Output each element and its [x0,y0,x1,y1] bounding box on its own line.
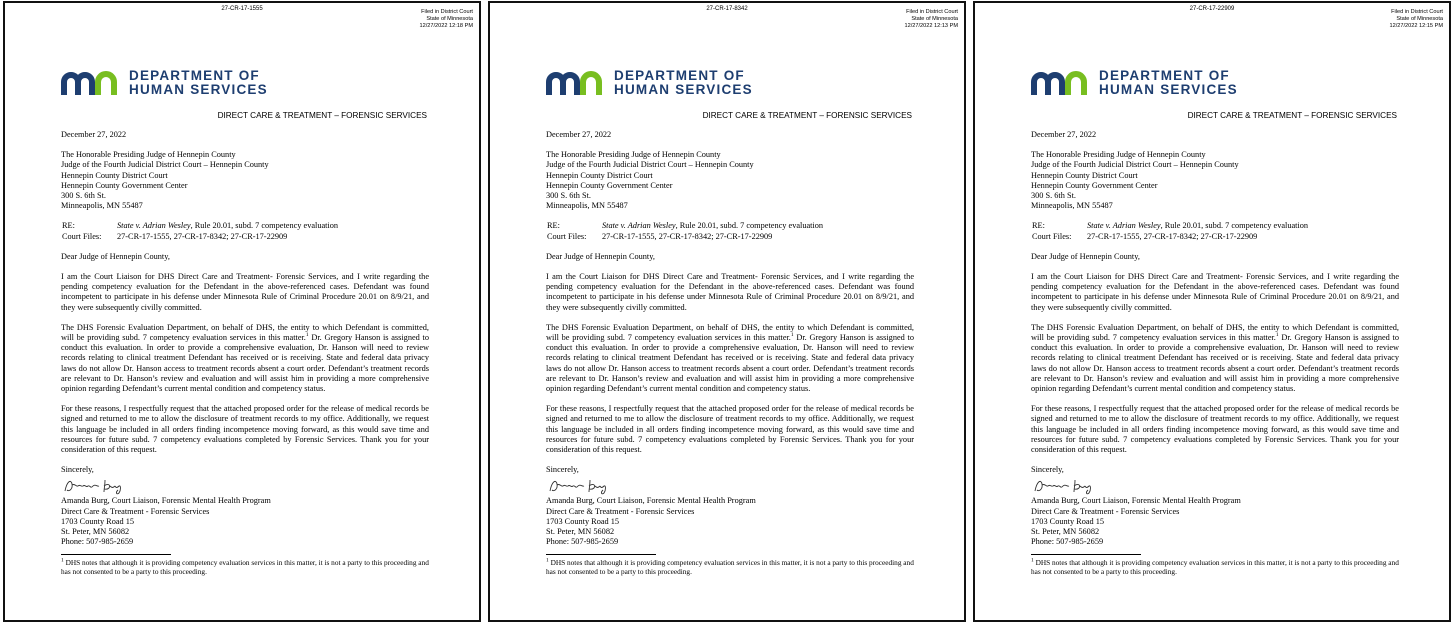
signature-block [546,496,914,547]
filed-line-2: State of Minnesota [1396,16,1443,23]
signer-line: Direct Care & Treatment - Forensic Services [1031,506,1180,516]
paragraph-2 [546,323,914,394]
addressee-line: Hennepin County District Court [61,170,168,180]
paragraph-3: For these reasons, I respectfully request that the attached proposed order for the release of medical records be signed and returned to me to allow the disclosure of treatment records to my office. Additionally, we request this language be included in all orders finding incompetence moving forward, as this would save time and resources for future subd. 7 competency evaluations completed by Forensic Services. Thank you for your consideration of this request. [546,404,914,455]
footnote-ref: 1 [1275,332,1279,339]
closing: Sincerely, [1031,465,1064,475]
re-rule: , Rule 20.01, subd. 7 competency evaluation [675,221,824,231]
paragraph-2b: Dr. Gregory Hanson is assigned to conduct this evaluation. In order to provide a comprehensive evaluation, Dr. Hanson will need to review records relating to clinical treatment Defendant has received or is receiving. State and federal data privacy laws do not allow Dr. Hanson access to treatment records absent a court order. Defendant’s treatment records are relevant to Dr. Hanson’s review and evaluation and will assist him in providing a more comprehensive opinion regarding Defendant’s current mental condition and competency status. [61,333,429,394]
paragraph-3: For these reasons, I respectfully request that the attached proposed order for the release of medical records be signed and returned to me to allow the disclosure of treatment records to my office. Additionally, we request this language be included in all orders finding incompetence moving forward, as this would save time and resources for future subd. 7 competency evaluations completed by Forensic Services. Thank you for your consideration of this request. [1031,404,1399,455]
filed-line-1: Filed in District Court [906,9,958,15]
footnote-mark: 1 [61,557,64,564]
addressee-line: 300 S. 6th St. [546,191,591,201]
division-header: DIRECT CARE & TREATMENT – FORENSIC SERVICES [702,111,912,120]
court-files-label: Court Files: [62,231,102,241]
dhs-logo [61,69,281,97]
re-subject [1087,221,1308,231]
filed-line-1: Filed in District Court [1391,9,1443,15]
re-subject [117,221,338,231]
filed-timestamp: 12/27/2022 12:15 PM [1389,23,1443,30]
case-number-header: 27-CR-17-8342 [706,6,748,12]
addressee-line: Hennepin County Government Center [61,180,188,190]
addressee-line: Minneapolis, MN 55487 [61,201,143,211]
department-name [1099,69,1238,97]
footnote-mark: 1 [546,557,549,564]
department-name [129,69,268,97]
court-files-label: Court Files: [547,231,587,241]
addressee-block [546,150,914,211]
footnote-mark: 1 [1031,557,1034,564]
paragraph-1: I am the Court Liaison for DHS Direct Care and Treatment- Forensic Services, and I write regarding the pending competency evaluation for the Defendant in the above-referenced cases. Defendant was found incompetent to participate in his defense under Minnesota Rule of Criminal Procedure 20.01 on 8/9/21, and they were subsequently civilly committed. [546,272,914,312]
case-number-header: 27-CR-17-1555 [221,6,263,12]
division-header: DIRECT CARE & TREATMENT – FORENSIC SERVICES [1187,111,1397,120]
re-label: RE: [62,221,75,231]
re-case-name: State v. Adrian Wesley [1087,221,1161,231]
addressee-line: Judge of the Fourth Judicial District Court – Hennepin County [61,160,269,170]
mn-logo-icon [546,71,608,97]
footnote-divider [61,554,171,555]
signature-image [61,475,141,495]
filing-stamp [905,9,959,31]
paragraph-2b: Dr. Gregory Hanson is assigned to conduct this evaluation. In order to provide a comprehensive evaluation, Dr. Hanson will need to review records relating to clinical treatment Defendant has received or is receiving. State and federal data privacy laws do not allow Dr. Hanson access to treatment records absent a court order. Defendant’s treatment records are relevant to Dr. Hanson’s review and evaluation and will assist him in providing a more comprehensive opinion regarding Defendant’s current mental condition and competency status. [1031,333,1399,394]
letter-date: December 27, 2022 [546,130,612,139]
letter-body [546,130,914,576]
re-case-name: State v. Adrian Wesley [602,221,676,231]
department-name [614,69,753,97]
paragraph-1: I am the Court Liaison for DHS Direct Care and Treatment- Forensic Services, and I write regarding the pending competency evaluation for the Defendant in the above-referenced cases. Defendant was found incompetent to participate in his defense under Minnesota Rule of Criminal Procedure 20.01 on 8/9/21, and they were subsequently civilly committed. [61,272,429,312]
signer-line: Phone: 507-985-2659 [1031,537,1104,547]
paragraph-2a: The DHS Forensic Evaluation Department, on behalf of DHS, the entity to which Defendant is committed, will be providing subd. 7 competency evaluation services in this matter. [1031,322,1399,343]
letter-date: December 27, 2022 [61,130,127,139]
logo-line-2: HUMAN SERVICES [614,82,753,97]
letter-body [1031,130,1399,576]
re-subject [602,221,823,231]
re-line [546,221,914,231]
letter-page-1 [3,1,481,622]
mn-logo-icon [1031,71,1093,97]
signer-line: 1703 County Road 15 [1031,516,1105,526]
footnote-text: DHS notes that although it is providing competency evaluation services in this matter, it is not a party to this proceeding and has not consented to be a party to this proceeding. [546,557,914,576]
addressee-line: The Honorable Presiding Judge of Hennepin County [61,150,236,160]
addressee-line: Hennepin County Government Center [546,180,673,190]
signer-line: Phone: 507-985-2659 [546,537,619,547]
signer-line: Amanda Burg, Court Liaison, Forensic Mental Health Program [546,496,756,506]
signer-line: Direct Care & Treatment - Forensic Services [61,506,210,516]
footnote-divider [1031,554,1141,555]
court-files-value: 27-CR-17-1555, 27-CR-17-8342; 27-CR-17-22909 [1087,231,1258,241]
court-files-label: Court Files: [1032,231,1072,241]
signer-line: St. Peter, MN 56082 [1031,527,1100,537]
logo-line-1: DEPARTMENT OF [129,68,260,83]
mn-logo-icon [61,71,123,97]
letter-page-3 [973,1,1451,622]
filed-timestamp: 12/27/2022 12:13 PM [904,23,958,30]
paragraph-3: For these reasons, I respectfully request that the attached proposed order for the release of medical records be signed and returned to me to allow the disclosure of treatment records to my office. Additionally, we request this language be included in all orders finding incompetence moving forward, as this would save time and resources for future subd. 7 competency evaluations completed by Forensic Services. Thank you for your consideration of this request. [61,404,429,455]
footnote-divider [546,554,656,555]
addressee-line: The Honorable Presiding Judge of Hennepin County [546,150,721,160]
addressee-line: Hennepin County District Court [546,170,653,180]
paragraph-2b: Dr. Gregory Hanson is assigned to conduct this evaluation. In order to provide a comprehensive evaluation, Dr. Hanson will need to review records relating to clinical treatment Defendant has received or is receiving. State and federal data privacy laws do not allow Dr. Hanson access to treatment records absent a court order. Defendant’s treatment records are relevant to Dr. Hanson’s review and evaluation and will assist him in providing a more comprehensive opinion regarding Defendant’s current mental condition and competency status. [546,333,914,394]
signature-image [546,475,626,495]
addressee-line: 300 S. 6th St. [61,191,106,201]
re-label: RE: [1032,221,1045,231]
re-line [1031,221,1399,231]
closing: Sincerely, [546,465,579,475]
paragraph-2 [1031,323,1399,394]
footnote-ref: 1 [305,332,309,339]
signer-line: Direct Care & Treatment - Forensic Services [546,506,695,516]
filed-line-2: State of Minnesota [911,16,958,23]
signer-line: 1703 County Road 15 [61,516,135,526]
filed-timestamp: 12/27/2022 12:18 PM [419,23,473,30]
logo-line-2: HUMAN SERVICES [1099,82,1238,97]
paragraph-2a: The DHS Forensic Evaluation Department, on behalf of DHS, the entity to which Defendant is committed, will be providing subd. 7 competency evaluation services in this matter. [61,322,429,343]
re-line [61,221,429,231]
logo-line-2: HUMAN SERVICES [129,82,268,97]
logo-line-1: DEPARTMENT OF [1099,68,1230,83]
filed-line-2: State of Minnesota [426,16,473,23]
addressee-line: Judge of the Fourth Judicial District Court – Hennepin County [1031,160,1239,170]
signer-line: Amanda Burg, Court Liaison, Forensic Mental Health Program [1031,496,1241,506]
court-files-line [546,232,914,242]
dhs-logo [1031,69,1251,97]
footnote [546,558,914,576]
signer-line: 1703 County Road 15 [546,516,620,526]
re-case-name: State v. Adrian Wesley [117,221,191,231]
salutation: Dear Judge of Hennepin County, [61,251,170,261]
closing: Sincerely, [61,465,94,475]
signer-line: Phone: 507-985-2659 [61,537,134,547]
signature-block [61,496,429,547]
footnote [1031,558,1399,576]
dhs-logo [546,69,766,97]
signature-block [1031,496,1399,547]
case-number-header: 27-CR-17-22909 [1189,6,1235,12]
re-rule: , Rule 20.01, subd. 7 competency evaluation [190,221,339,231]
paragraph-2 [61,323,429,394]
signer-line: Amanda Burg, Court Liaison, Forensic Mental Health Program [61,496,271,506]
court-files-line [1031,232,1399,242]
footnote-text: DHS notes that although it is providing competency evaluation services in this matter, it is not a party to this proceeding and has not consented to be a party to this proceeding. [1031,557,1399,576]
addressee-line: Hennepin County District Court [1031,170,1138,180]
court-files-value: 27-CR-17-1555, 27-CR-17-8342; 27-CR-17-22909 [602,231,773,241]
addressee-block [1031,150,1399,211]
logo-line-1: DEPARTMENT OF [614,68,745,83]
salutation: Dear Judge of Hennepin County, [546,251,655,261]
court-files-line [61,232,429,242]
signature-image [1031,475,1111,495]
filing-stamp [420,9,474,31]
court-files-value: 27-CR-17-1555, 27-CR-17-8342; 27-CR-17-22909 [117,231,288,241]
addressee-line: Judge of the Fourth Judicial District Court – Hennepin County [546,160,754,170]
addressee-block [61,150,429,211]
division-header: DIRECT CARE & TREATMENT – FORENSIC SERVICES [217,111,427,120]
addressee-line: 300 S. 6th St. [1031,191,1076,201]
letter-date: December 27, 2022 [1031,130,1097,139]
addressee-line: Minneapolis, MN 55487 [1031,201,1113,211]
paragraph-2a: The DHS Forensic Evaluation Department, on behalf of DHS, the entity to which Defendant is committed, will be providing subd. 7 competency evaluation services in this matter. [546,322,914,343]
salutation: Dear Judge of Hennepin County, [1031,251,1140,261]
filing-stamp [1390,9,1444,31]
paragraph-1: I am the Court Liaison for DHS Direct Care and Treatment- Forensic Services, and I write regarding the pending competency evaluation for the Defendant in the above-referenced cases. Defendant was found incompetent to participate in his defense under Minnesota Rule of Criminal Procedure 20.01 on 8/9/21, and they were subsequently civilly committed. [1031,272,1399,312]
letter-page-2 [488,1,966,622]
footnote-text: DHS notes that although it is providing competency evaluation services in this matter, it is not a party to this proceeding and has not consented to be a party to this proceeding. [61,557,429,576]
footnote [61,558,429,576]
addressee-line: The Honorable Presiding Judge of Hennepin County [1031,150,1206,160]
signer-line: St. Peter, MN 56082 [546,527,615,537]
re-label: RE: [547,221,560,231]
addressee-line: Minneapolis, MN 55487 [546,201,628,211]
signer-line: St. Peter, MN 56082 [61,527,130,537]
letter-body [61,130,429,576]
addressee-line: Hennepin County Government Center [1031,180,1158,190]
footnote-ref: 1 [790,332,794,339]
filed-line-1: Filed in District Court [421,9,473,15]
re-rule: , Rule 20.01, subd. 7 competency evaluation [1160,221,1309,231]
